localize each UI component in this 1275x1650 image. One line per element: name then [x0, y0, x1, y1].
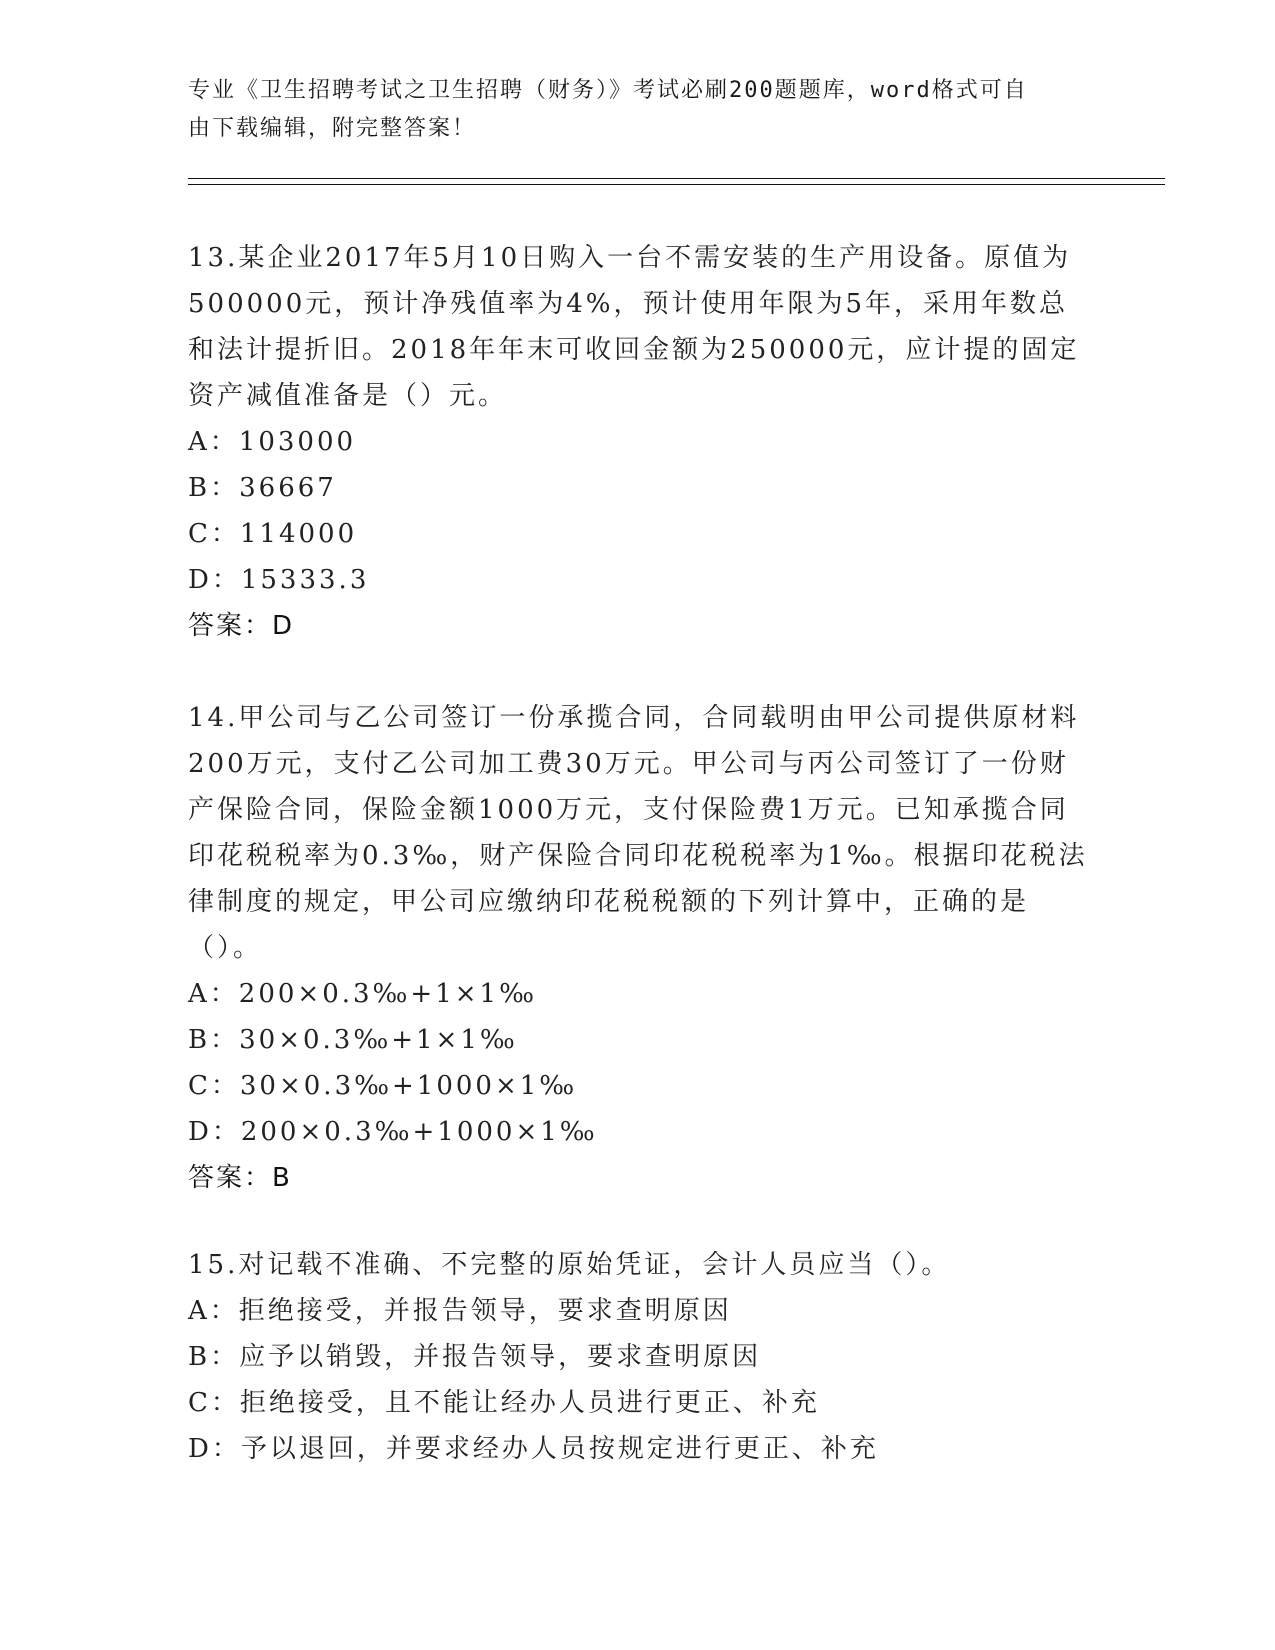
option-c: C：拒绝接受，且不能让经办人员进行更正、补充	[188, 1388, 820, 1418]
option-a: A：拒绝接受，并报告领导，要求查明原因	[188, 1296, 732, 1326]
option-a: A：103000	[188, 427, 357, 457]
header-divider-top	[188, 178, 1165, 179]
option-b: B：36667	[188, 473, 337, 503]
option-b: B：30×0.3‰+1×1‰	[188, 1025, 518, 1055]
question-15	[188, 1242, 1088, 1472]
option-a: A：200×0.3‰+1×1‰	[188, 979, 537, 1009]
option-c: C：30×0.3‰+1000×1‰	[188, 1071, 578, 1101]
document-header	[188, 72, 1088, 148]
option-d: D：予以退回，并要求经办人员按规定进行更正、补充	[188, 1434, 879, 1464]
option-b: B：应予以销毁，并报告领导，要求查明原因	[188, 1342, 762, 1372]
header-divider-bottom	[188, 184, 1165, 185]
question-14	[188, 695, 1088, 1201]
question-stem: 13.某企业2017年5月10日购入一台不需安装的生产用设备。原值为500000元，预计净残值率为4%，预计使用年限为5年，采用年数总和法计提折旧。2018年年末可收回金额为250000元，应计提的固定资产减值准备是（）元。	[188, 243, 1080, 411]
question-stem: 14.甲公司与乙公司签订一份承揽合同，合同载明由甲公司提供原材料200万元，支付乙公司加工费30万元。甲公司与丙公司签订了一份财产保险合同，保险金额1000万元，支付保险费1万元。已知承揽合同印花税税率为0.3‰，财产保险合同印花税税率为1‰。根据印花税法律制度的规定，甲公司应缴纳印花税税额的下列计算中，正确的是（）。	[188, 703, 1088, 963]
answer-label: 答案：D	[188, 611, 295, 641]
answer-label: 答案：B	[188, 1163, 292, 1193]
question-stem: 15.对记载不准确、不完整的原始凭证，会计人员应当（）。	[188, 1250, 951, 1280]
option-d: D：200×0.3‰+1000×1‰	[188, 1117, 598, 1147]
option-d: D：15333.3	[188, 565, 370, 595]
header-line-1: 专业《卫生招聘考试之卫生招聘（财务）》考试必刷200题题库，word格式可自	[188, 78, 1028, 103]
option-c: C：114000	[188, 519, 358, 549]
question-13	[188, 235, 1088, 649]
header-line-2: 由下载编辑，附完整答案！	[188, 116, 477, 141]
